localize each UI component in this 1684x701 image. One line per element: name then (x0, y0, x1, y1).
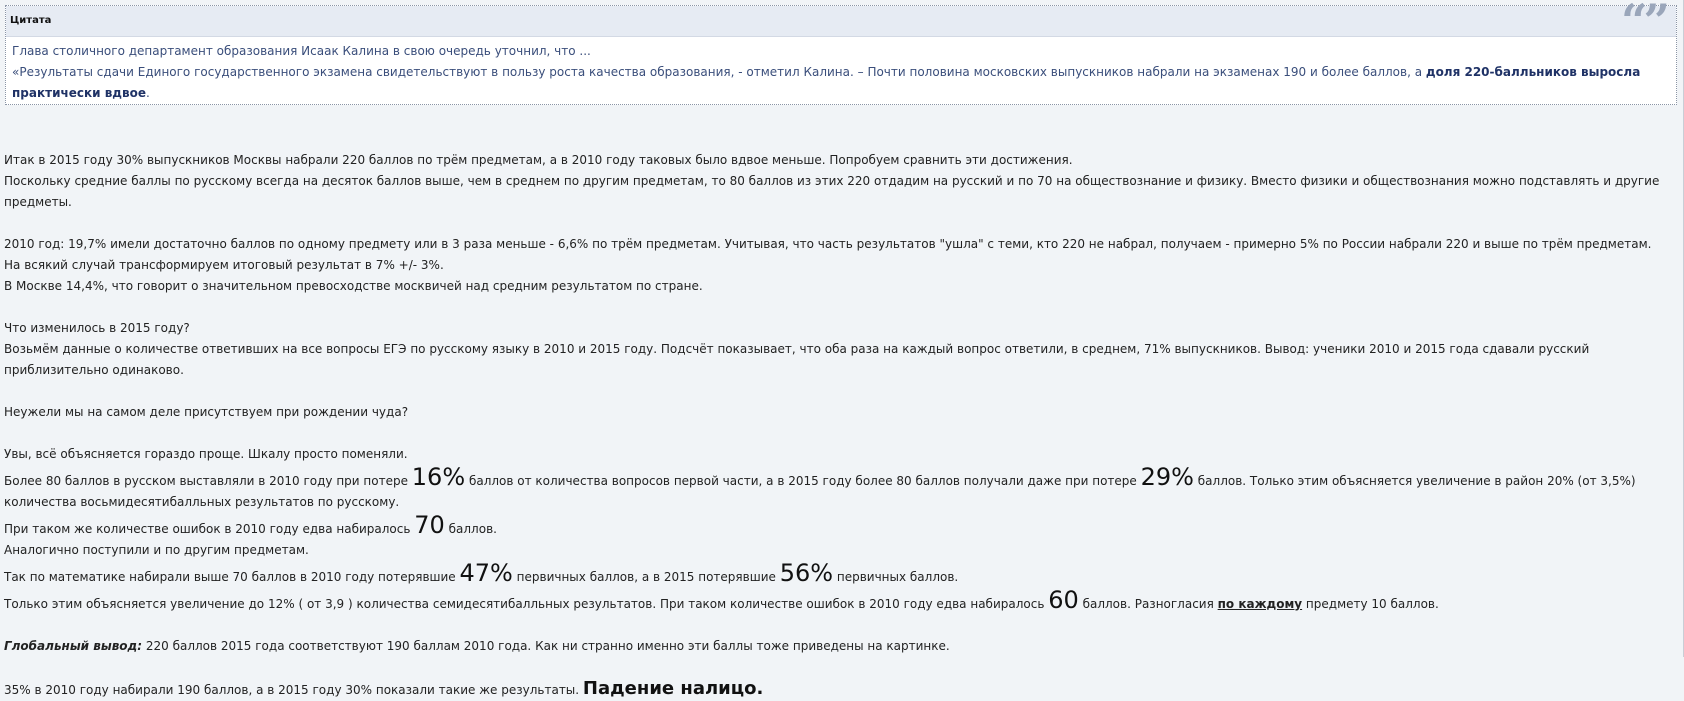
quote-mark-icon: “” (1621, 0, 1666, 48)
paragraph: Глобальный вывод: 220 баллов 2015 года соответствуют 190 баллам 2010 года. Как ни странно именно эти баллы тоже приведены на картинке. (4, 639, 950, 653)
quote-body (6, 37, 1676, 104)
quote-emphasis: доля 220-балльников выросла практически вдвое (12, 65, 1641, 100)
quote-line-1: Глава столичного департамент образования Исаак Калина в свою очередь уточнил, что ... (12, 44, 591, 58)
emphasis-underline: по каждому (1217, 597, 1303, 611)
paragraph: Так по математике набирали выше 70 баллов в 2010 году потерявшие 47% первичных баллов, а в 2015 потерявшие 56% первичных баллов. (4, 559, 959, 587)
paragraph: Неужели мы на самом деле присутствуем при рождении чуда? (4, 405, 409, 419)
post-body (4, 150, 1672, 701)
big-number: 16% (411, 463, 466, 491)
paragraph: На всякий случай трансформируем итоговый результат в 7% +/- 3%. (4, 258, 444, 272)
big-number: 56% (779, 559, 834, 587)
paragraph: Более 80 баллов в русском выставляли в 2010 году при потере 16% баллов от количества вопросов первой части, а в 2015 году более 80 баллов получали даже при потере 29% баллов. Только этим объясняется увеличение в район 20% (от 3,5%) количества восьмидесятибалльных результатов по русскому. (4, 463, 1636, 509)
big-number: 70 (414, 511, 445, 539)
paragraph: 2010 год: 19,7% имели достаточно баллов по одному предмету или в 3 раза меньше - 6,6% по трём предметам. Учитывая, что часть результатов "ушла" с теми, кто 220 не набрал, получаем - примерно 5% по России набрали 220 и выше по трём предметам. (4, 237, 1652, 251)
paragraph: Поскольку средние баллы по русскому всегда на десяток баллов выше, чем в среднем по другим предметам, то 80 баллов из этих 220 отдадим на русский и по 70 на обществознание и физику. Вместо физики и обществознания можно подставлять и другие предметы. (4, 174, 1660, 209)
paragraph: Что изменилось в 2015 году? (4, 321, 190, 335)
conclusion-label: Глобальный вывод: (4, 639, 143, 653)
paragraph: Только этим объясняется увеличение до 12% ( от 3,9 ) количества семидесятибалльных результатов. При таком количестве ошибок в 2010 году едва набиралось 60 баллов. Разногласия по каждому предмету 10 баллов. (4, 586, 1439, 614)
paragraph: Увы, всё объясняется гораздо проще. Шкалу просто поменяли. (4, 447, 408, 461)
quote-line-2: «Результаты сдачи Единого государственного экзамена свидетельствуют в пользу роста качества образования, - отметил Калина. – Почти половина московских выпускников набрали на экзаменах 190 и более баллов, а доля 220-балльников выросла практически вдвое. (12, 65, 1641, 100)
paragraph: Итак в 2015 году 30% выпускников Москвы набрали 220 баллов по трём предметам, а в 2010 году таковых было вдвое меньше. Попробуем сравнить эти достижения. (4, 153, 1073, 167)
quote-header: Цитата (6, 6, 1676, 37)
paragraph: В Москве 14,4%, что говорит о значительном превосходстве москвичей над средним результатом по стране. (4, 279, 703, 293)
paragraph: 35% в 2010 году набирали 190 баллов, а в 2015 году 30% показали такие же результаты. Падение налицо. (4, 678, 764, 699)
big-number: 29% (1140, 463, 1194, 491)
quote-block (5, 0, 1677, 105)
big-number: 60 (1048, 586, 1079, 614)
paragraph: При таком же количестве ошибок в 2010 году едва набиралось 70 баллов. (4, 511, 497, 539)
final-statement: Падение налицо. (582, 678, 764, 699)
paragraph: Возьмём данные о количестве ответивших на все вопросы ЕГЭ по русскому языку в 2010 и 2015 году. Подсчёт показывает, что оба раза на каждый вопрос ответили, в среднем, 71% выпускников. Вывод: ученики 2010 и 2015 года сдавали русский приблизительно одинаково. (4, 342, 1590, 377)
paragraph: Аналогично поступили и по другим предметам. (4, 543, 309, 557)
big-number: 47% (459, 559, 513, 587)
